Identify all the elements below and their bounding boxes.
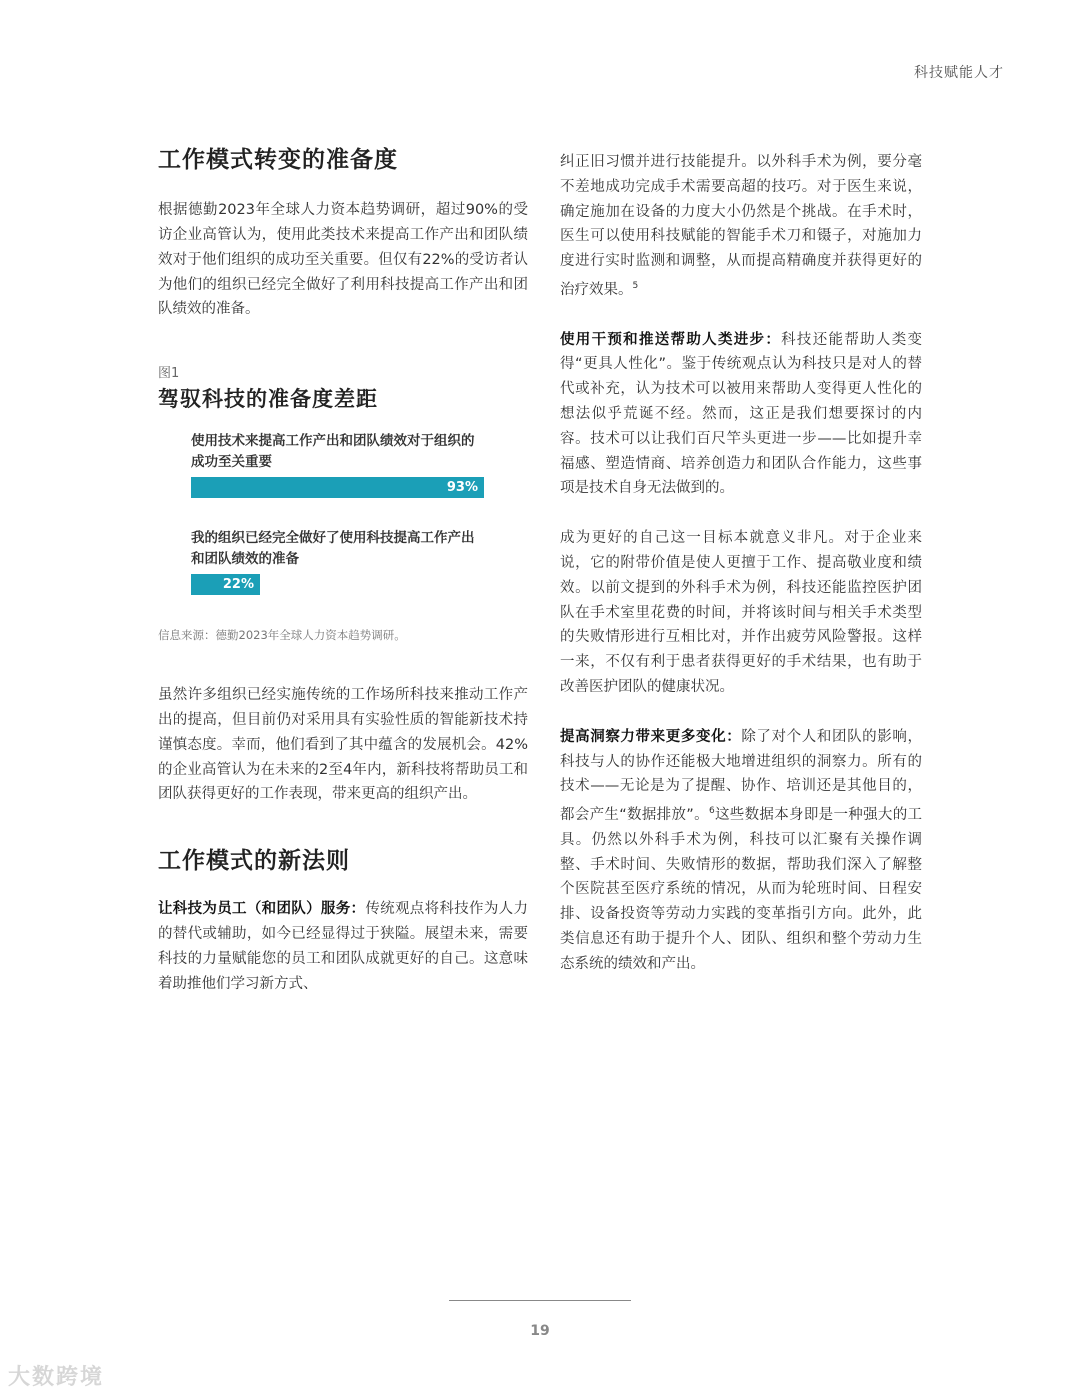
bar-mark	[191, 477, 484, 498]
footer-divider	[449, 1300, 631, 1301]
paragraph-readiness: 根据德勤2023年全球人力资本趋势调研，超过90%的受访企业高管认为，使用此类技术来提高工作产出和团队绩效对于他们组织的成功至关重要。但仅有22%的受访者认为他们的组织已经完全做好了利用科技提高工作产出和团队绩效的准备。	[158, 202, 528, 318]
footnote-marker: 5	[632, 280, 639, 291]
paragraph-lead-bold: 提高洞察力带来更多变化：	[560, 728, 742, 745]
paragraph-body: 传统观点将科技作为人力的替代或辅助，如今已经显得过于狭隘。展望未来，需要科技的力量赋能您的员工和团队成就更好的自己。这意味着助推他们学习新方式、	[158, 901, 528, 992]
paragraph-insight	[560, 725, 922, 977]
left-column	[158, 140, 528, 997]
paragraph-nudges	[560, 328, 922, 502]
paragraph-lead-bold: 让科技为员工（和团队）服务：	[158, 901, 366, 918]
paragraph-better-selves: 成为更好的自己这一目标本就意义非凡。对于企业来说，它的附带价值是使人更擅于工作、提高敬业度和绩效。以前文提到的外科手术为例，科技还能监控医护团队在手术室里花费的时间，并将该时间与相关手术类型的失败情形进行互相比对，并作出疲劳风险警报。这样一来，不仅有利于患者获得更好的手术结果，也有助于改善医护团队的健康状况。	[560, 530, 922, 695]
bar-track	[191, 574, 486, 595]
paragraph-body: 科技还能帮助人类变得“更具人性化”。鉴于传统观点认为科技只是对人的替代或补充，认为技术可以被用来帮助人变得更人性化的想法似乎荒诞不经。然而，这正是我们想要探讨的内容。技术可以让我们百尺竿头更进一步——比如提升幸福感、塑造情商、培养创造力和团队合作能力，这些事项是技术自身无法做到的。	[560, 331, 923, 497]
figure-source: 信息来源：德勤2023年全球人力资本趋势调研。	[158, 628, 406, 643]
page-number: 19	[530, 1323, 550, 1339]
footnote-marker: 6	[708, 806, 715, 817]
bar-group-1	[191, 431, 486, 498]
running-header: 科技赋能人才	[914, 65, 1004, 81]
bar-track	[191, 477, 486, 498]
figure-title: 驾驭科技的准备度差距	[158, 387, 378, 412]
section-title-new-rules: 工作模式的新法则	[158, 848, 350, 875]
watermark-logo: 大数跨境	[8, 1365, 105, 1390]
right-column	[560, 150, 922, 977]
paragraph-cautious-adoption: 虽然许多组织已经实施传统的工作场所科技来推动工作产出的提高，但目前仍对采用具有实验性质的智能新技术持谨慎态度。幸而，他们看到了其中蕴含的发展机会。42%的企业高管认为在未来的2至4年内，新科技将帮助员工和团队获得更好的工作表现，带来更高的组织产出。	[158, 687, 528, 803]
paragraph-body: 纠正旧习惯并进行技能提升。以外科手术为例，要分毫不差地成功完成手术需要高超的技巧。对于医生来说，确定施加在设备的力度大小仍然是个挑战。在手术时，医生可以使用科技赋能的智能手术刀和镊子，对施加力度进行实时监测和调整，从而提高精确度并获得更好的治疗效果。	[560, 154, 922, 298]
paragraph-body: 除了对个人和团队的影响，科技与人的协作还能极大地增进组织的洞察力。所有的技术——无论是为了提醒、协作、培训还是其他目的，都会产生“数据排放”。	[560, 728, 923, 823]
bar-value-label: 93%	[446, 480, 478, 496]
bar-category-label: 我的组织已经完全做好了使用科技提高工作产出和团队绩效的准备	[191, 530, 475, 568]
figure-label: 图1	[158, 366, 180, 382]
section-title-readiness: 工作模式转变的准备度	[158, 147, 398, 173]
paragraph-lead-bold: 使用干预和推送帮助人类进步：	[560, 331, 782, 348]
bar-category-label: 使用技术来提高工作产出和团队绩效对于组织的成功至关重要	[191, 433, 475, 471]
bar-group-2	[191, 528, 486, 595]
paragraph-body: 这些数据本身即是一种强大的工具。仍然以外科手术为例，科技可以汇聚有关操作调整、手术时间、失败情形的数据，帮助我们深入了解整个医院甚至医疗系统的情况，从而为轮班时间、日程安排、设备投资等劳动力实践的变革指引方向。此外，此类信息还有助于提升个人、团队、组织和整个劳动力生态系统的绩效和产出。	[560, 806, 923, 972]
paragraph-tech-serves-people	[158, 897, 528, 996]
bar-mark	[191, 574, 260, 595]
paragraph-surgery-example	[560, 150, 922, 303]
readiness-bar-chart	[158, 431, 528, 611]
bar-value-label: 22%	[222, 577, 254, 593]
